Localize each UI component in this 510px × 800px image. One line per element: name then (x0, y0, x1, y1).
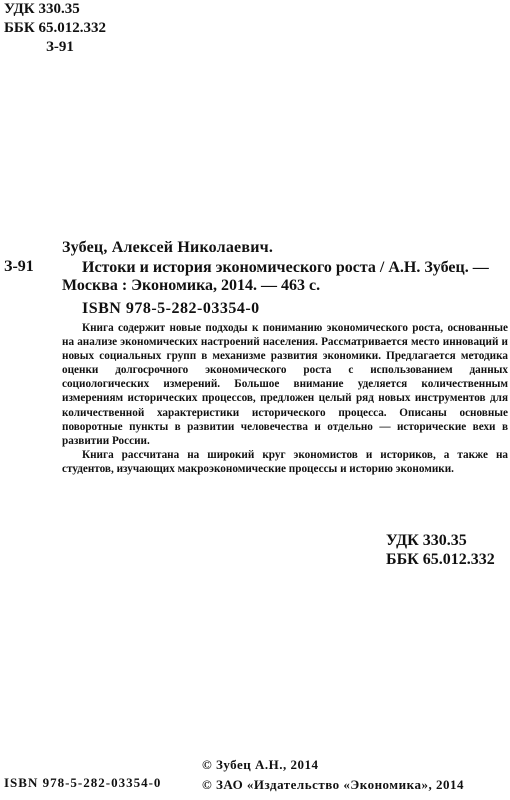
udk-code: УДК 330.35 (386, 532, 467, 549)
record-author-mark: З-91 (4, 258, 34, 275)
author-heading: Зубец, Алексей Николаевич. (62, 239, 274, 256)
copyright-author: © Зубец А.Н., 2014 (202, 757, 319, 772)
title-line-1: Истоки и история экономического роста / А.Н. Зубец. — (82, 259, 489, 276)
bbk-code: ББК 65.012.332 (386, 551, 495, 568)
copyright-block (202, 755, 464, 795)
udk-code: УДК 330.35 (4, 1, 80, 17)
bottom-classification-codes (386, 531, 495, 569)
author-mark-code: З-91 (46, 39, 74, 55)
title-line-2: Москва : Экономика, 2014. — 463 с. (62, 277, 321, 294)
footer-isbn: ISBN 978-5-282-03354-0 (4, 775, 162, 790)
top-classification-codes (4, 0, 106, 57)
annotation-text (62, 321, 508, 476)
record-isbn: ISBN 978-5-282-03354-0 (82, 300, 260, 317)
annotation-paragraph: Книга содержит новые подходы к пониманию экономического роста, основанные на анализе экономических настроений населения. Рассматривается место инноваций и новых социальных групп в механизме развития экономики. Предлагается методика оценки долгосрочного экономического роста с использованием данных социологических измерений. Большое внимание уделяется количественным измерениям исторических процессов, предложен целый ряд новых инструментов для количественной характеристики исторического процесса. Описаны основные поворотные пункты в развитии человечества и отдельно — исторические вехи в развитии России. (62, 322, 508, 447)
bbk-code: ББК 65.012.332 (4, 20, 106, 36)
annotation-paragraph: Книга рассчитана на широкий круг экономистов и историков, а также на студентов, изучающих макроэкономические процессы и историю экономики. (62, 448, 508, 475)
copyright-publisher: © ЗАО «Издательство «Экономика», 2014 (202, 777, 464, 792)
